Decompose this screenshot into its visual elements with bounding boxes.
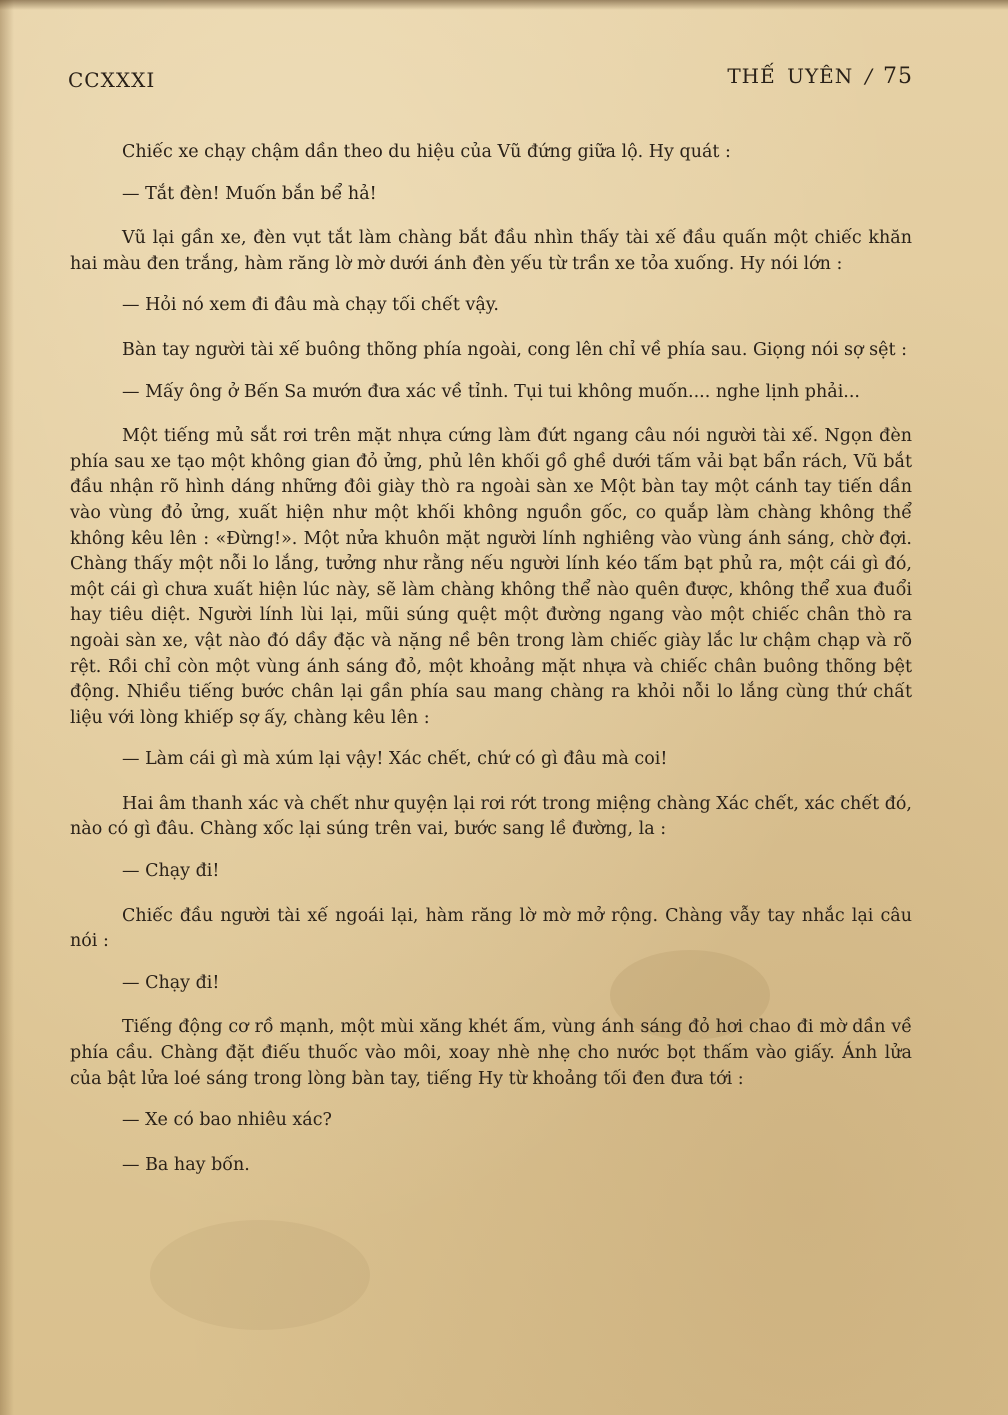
body-text: [70, 140, 912, 1197]
journal-title: THẾ UYÊN: [727, 64, 854, 88]
dialogue-line: — Xe có bao nhiêu xác?: [122, 1110, 332, 1131]
paragraph: Tiếng động cơ rồ mạnh, một mùi xăng khét ấm, vùng ánh sáng đỏ hơi chao đi mờ dần về phía cầu. Chàng đặt điếu thuốc vào môi, xoay nhè nhẹ cho nước bọt thấm vào giấy. Ánh lửa của bật lửa loé sáng trong lòng bàn tay, tiếng Hy từ khoảng tối đen đưa tới :: [70, 1017, 912, 1089]
page-top-shadow: [0, 0, 1008, 10]
dialogue-line: — Tắt đèn! Muốn bắn bể hả!: [122, 183, 377, 204]
page-number: 75: [883, 64, 913, 89]
paragraph: Vũ lại gần xe, đèn vụt tắt làm chàng bắt đầu nhìn thấy tài xế đầu quấn một chiếc khăn hai màu đen trắng, hàm răng lờ mờ dưới ánh đèn yếu từ trần xe tỏa xuống. Hy nói lớn :: [70, 228, 912, 274]
paragraph: Bàn tay người tài xế buông thõng phía ngoài, cong lên chỉ về phía sau. Giọng nói sợ sệt :: [122, 339, 907, 360]
dialogue-line: — Chạy đi!: [122, 972, 220, 993]
dialogue-line: — Mấy ông ở Bến Sa mướn đưa xác về tỉnh. Tụi tui không muốn.... nghe lịnh phải...: [122, 381, 860, 402]
dialogue-line: — Chạy đi!: [122, 861, 220, 882]
dialogue-line: — Hỏi nó xem đi đâu mà chạy tối chết vậy.: [122, 295, 499, 316]
running-head: [727, 64, 913, 89]
chapter-number: CCXXXI: [68, 68, 156, 92]
paper-stain: [150, 1220, 370, 1330]
page-header: [68, 64, 913, 98]
paragraph: Chiếc đầu người tài xế ngoái lại, hàm răng lờ mờ mở rộng. Chàng vẫy tay nhắc lại câu nói :: [70, 905, 912, 952]
paragraph: Hai âm thanh xác và chết như quyện lại rơi rớt trong miệng chàng Xác chết, xác chết đó, nào có gì đâu. Chàng xốc lại súng trên vai, bước sang lề đường, la :: [70, 793, 912, 840]
dialogue-line: — Làm cái gì mà xúm lại vậy! Xác chết, chứ có gì đâu mà coi!: [122, 749, 668, 770]
dialogue-line: — Ba hay bốn.: [122, 1154, 250, 1175]
paragraph: Chiếc xe chạy chậm dần theo du hiệu của Vũ đứng giữa lộ. Hy quát :: [122, 142, 731, 162]
paragraph: Một tiếng mủ sắt rơi trên mặt nhựa cứng làm đứt ngang câu nói người tài xế. Ngọn đèn phía sau xe tạo một không gian đỏ ửng, phủ lên khối gồ ghề dưới tấm vải bạt bẩn rách, Vũ bắt đầu nhận rõ hình dáng những đôi giày thò ra ngoài sàn xe Một bàn tay một cánh tay tiến dần vào vùng đỏ ửng, xuất hiện như một khối không nguồn gốc, co quắp làm chàng không thể không kêu lên : «Đừng!». Một nửa khuôn mặt người lính nghiêng vào vùng ánh sáng, chờ đợi. Chàng thấy một nỗi lo lắng, tưởng như rằng nếu người lính kéo tấm bạt phủ ra, một cái gì đó, một cái gì chưa xuất hiện lúc này, sẽ làm chàng không thể nào quên được, không thể xua đuổi hay tiêu diệt. Người lính lùi lại, mũi súng quệt một đường ngang vào một chiếc chân thò ra ngoài sàn xe, vật nào đó dầy đặc và nặng nề bên trong làm chiếc giày lắc lư chậm chạp và rõ rệt. Rồi chỉ còn một vùng ánh sáng đỏ, một khoảng mặt nhựa và chiếc chân buông thõng bệt động. Nhiều tiếng bước chân lại gần phía sau mang chàng ra khỏi nỗi lo lắng cùng thứ chất liệu với lòng khiếp sợ ấy, chàng kêu lên :: [70, 426, 912, 728]
page-edge-shadow: [0, 0, 14, 1415]
header-separator: /: [865, 64, 873, 88]
